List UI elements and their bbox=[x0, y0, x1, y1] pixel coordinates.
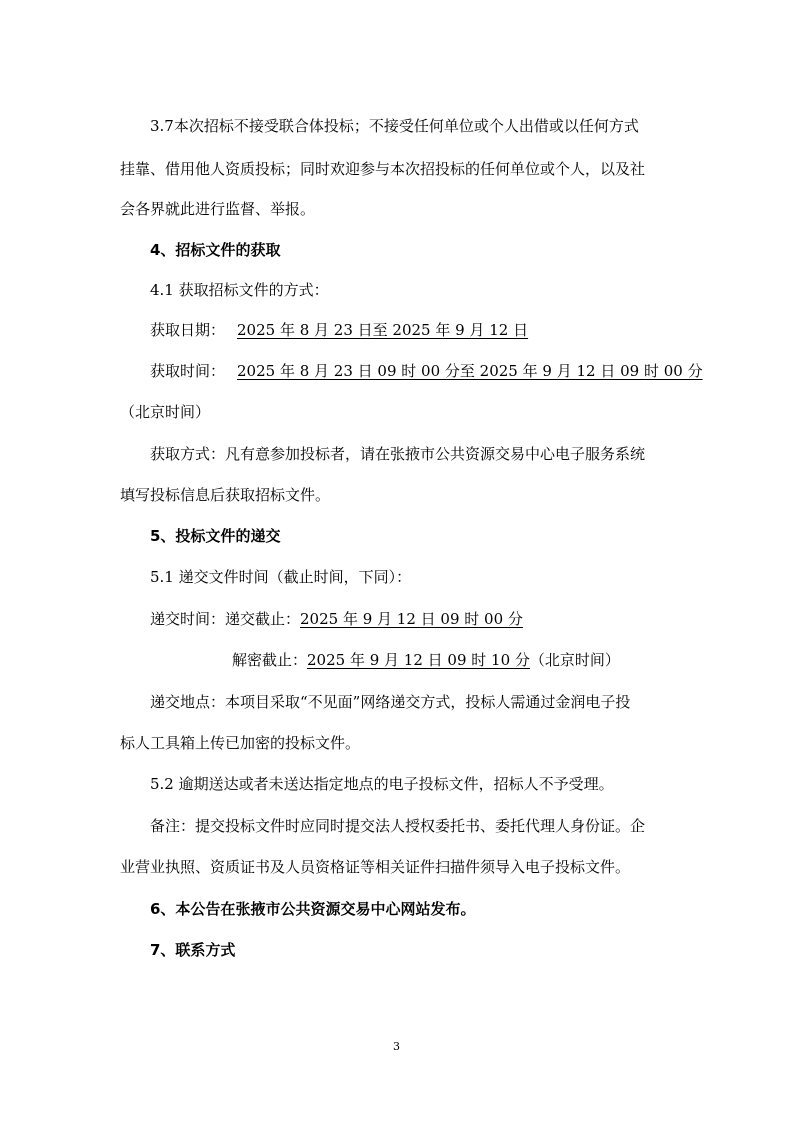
submit-place-line-1: 递交地点：本项目采取“不见面”网络递交方式，投标人需通过金润电子投 bbox=[150, 693, 631, 711]
obtain-time-note: （北京时间） bbox=[120, 403, 211, 421]
paragraph-3-7-line-2: 挂靠、借用他人资质投标；同时欢迎参与本次招投标的任何单位或个人，以及社 bbox=[120, 160, 646, 178]
decrypt-deadline-value: 2025 年 9 月 12 日 09 时 10 分 bbox=[307, 651, 530, 669]
remark-line-1: 备注：提交投标文件时应同时提交法人授权委托书、委托代理人身份证。企 bbox=[150, 817, 646, 835]
page-number: 3 bbox=[393, 1040, 400, 1053]
submit-place-line-2: 标人工具箱上传已加密的投标文件。 bbox=[120, 734, 361, 752]
obtain-date-row bbox=[150, 320, 680, 340]
remark-line-2: 业营业执照、资质证书及人员资格证等相关证件扫描件须导入电子投标文件。 bbox=[120, 858, 631, 876]
section-5-heading: 5、投标文件的递交 bbox=[150, 527, 281, 545]
obtain-time-value: 2025 年 8 月 23 日 09 时 00 分至 2025 年 9 月 12 日 09 时 00 分 bbox=[237, 362, 703, 380]
section-6-heading: 6、本公告在张掖市公共资源交易中心网站发布。 bbox=[150, 900, 476, 918]
obtain-method-line-2: 填写投标信息后获取招标文件。 bbox=[120, 486, 331, 504]
paragraph-3-7-line-3: 会各界就此进行监督、举报。 bbox=[120, 200, 316, 218]
obtain-time-label: 获取时间： bbox=[150, 362, 226, 380]
submit-deadline-value: 2025 年 9 月 12 日 09 时 00 分 bbox=[300, 610, 523, 628]
decrypt-deadline-label: 解密截止： bbox=[232, 651, 308, 669]
paragraph-3-7-line-1: 3.7本次招标不接受联合体投标；不接受任何单位或个人出借或以任何方式 bbox=[150, 117, 639, 135]
obtain-date-value: 2025 年 8 月 23 日至 2025 年 9 月 12 日 bbox=[237, 321, 529, 339]
section-4-heading: 4、招标文件的获取 bbox=[150, 241, 281, 259]
submit-deadline-label: 递交时间：递交截止： bbox=[150, 610, 301, 628]
obtain-time-row bbox=[150, 361, 703, 381]
obtain-date-label: 获取日期： bbox=[150, 321, 226, 339]
decrypt-deadline-note: （北京时间） bbox=[529, 651, 620, 669]
section-5-1-text: 5.1 递交文件时间（截止时间，下同）： bbox=[150, 568, 412, 586]
section-5-2-text: 5.2 逾期送达或者未送达指定地点的电子投标文件，招标人不予受理。 bbox=[150, 775, 614, 793]
section-4-1-text: 4.1 获取招标文件的方式： bbox=[150, 281, 329, 299]
obtain-method-line-1: 获取方式：凡有意参加投标者，请在张掖市公共资源交易中心电子服务系统 bbox=[150, 445, 646, 463]
submit-deadline-row bbox=[150, 609, 680, 629]
section-7-heading: 7、联系方式 bbox=[150, 941, 236, 959]
decrypt-deadline-row bbox=[232, 650, 682, 670]
